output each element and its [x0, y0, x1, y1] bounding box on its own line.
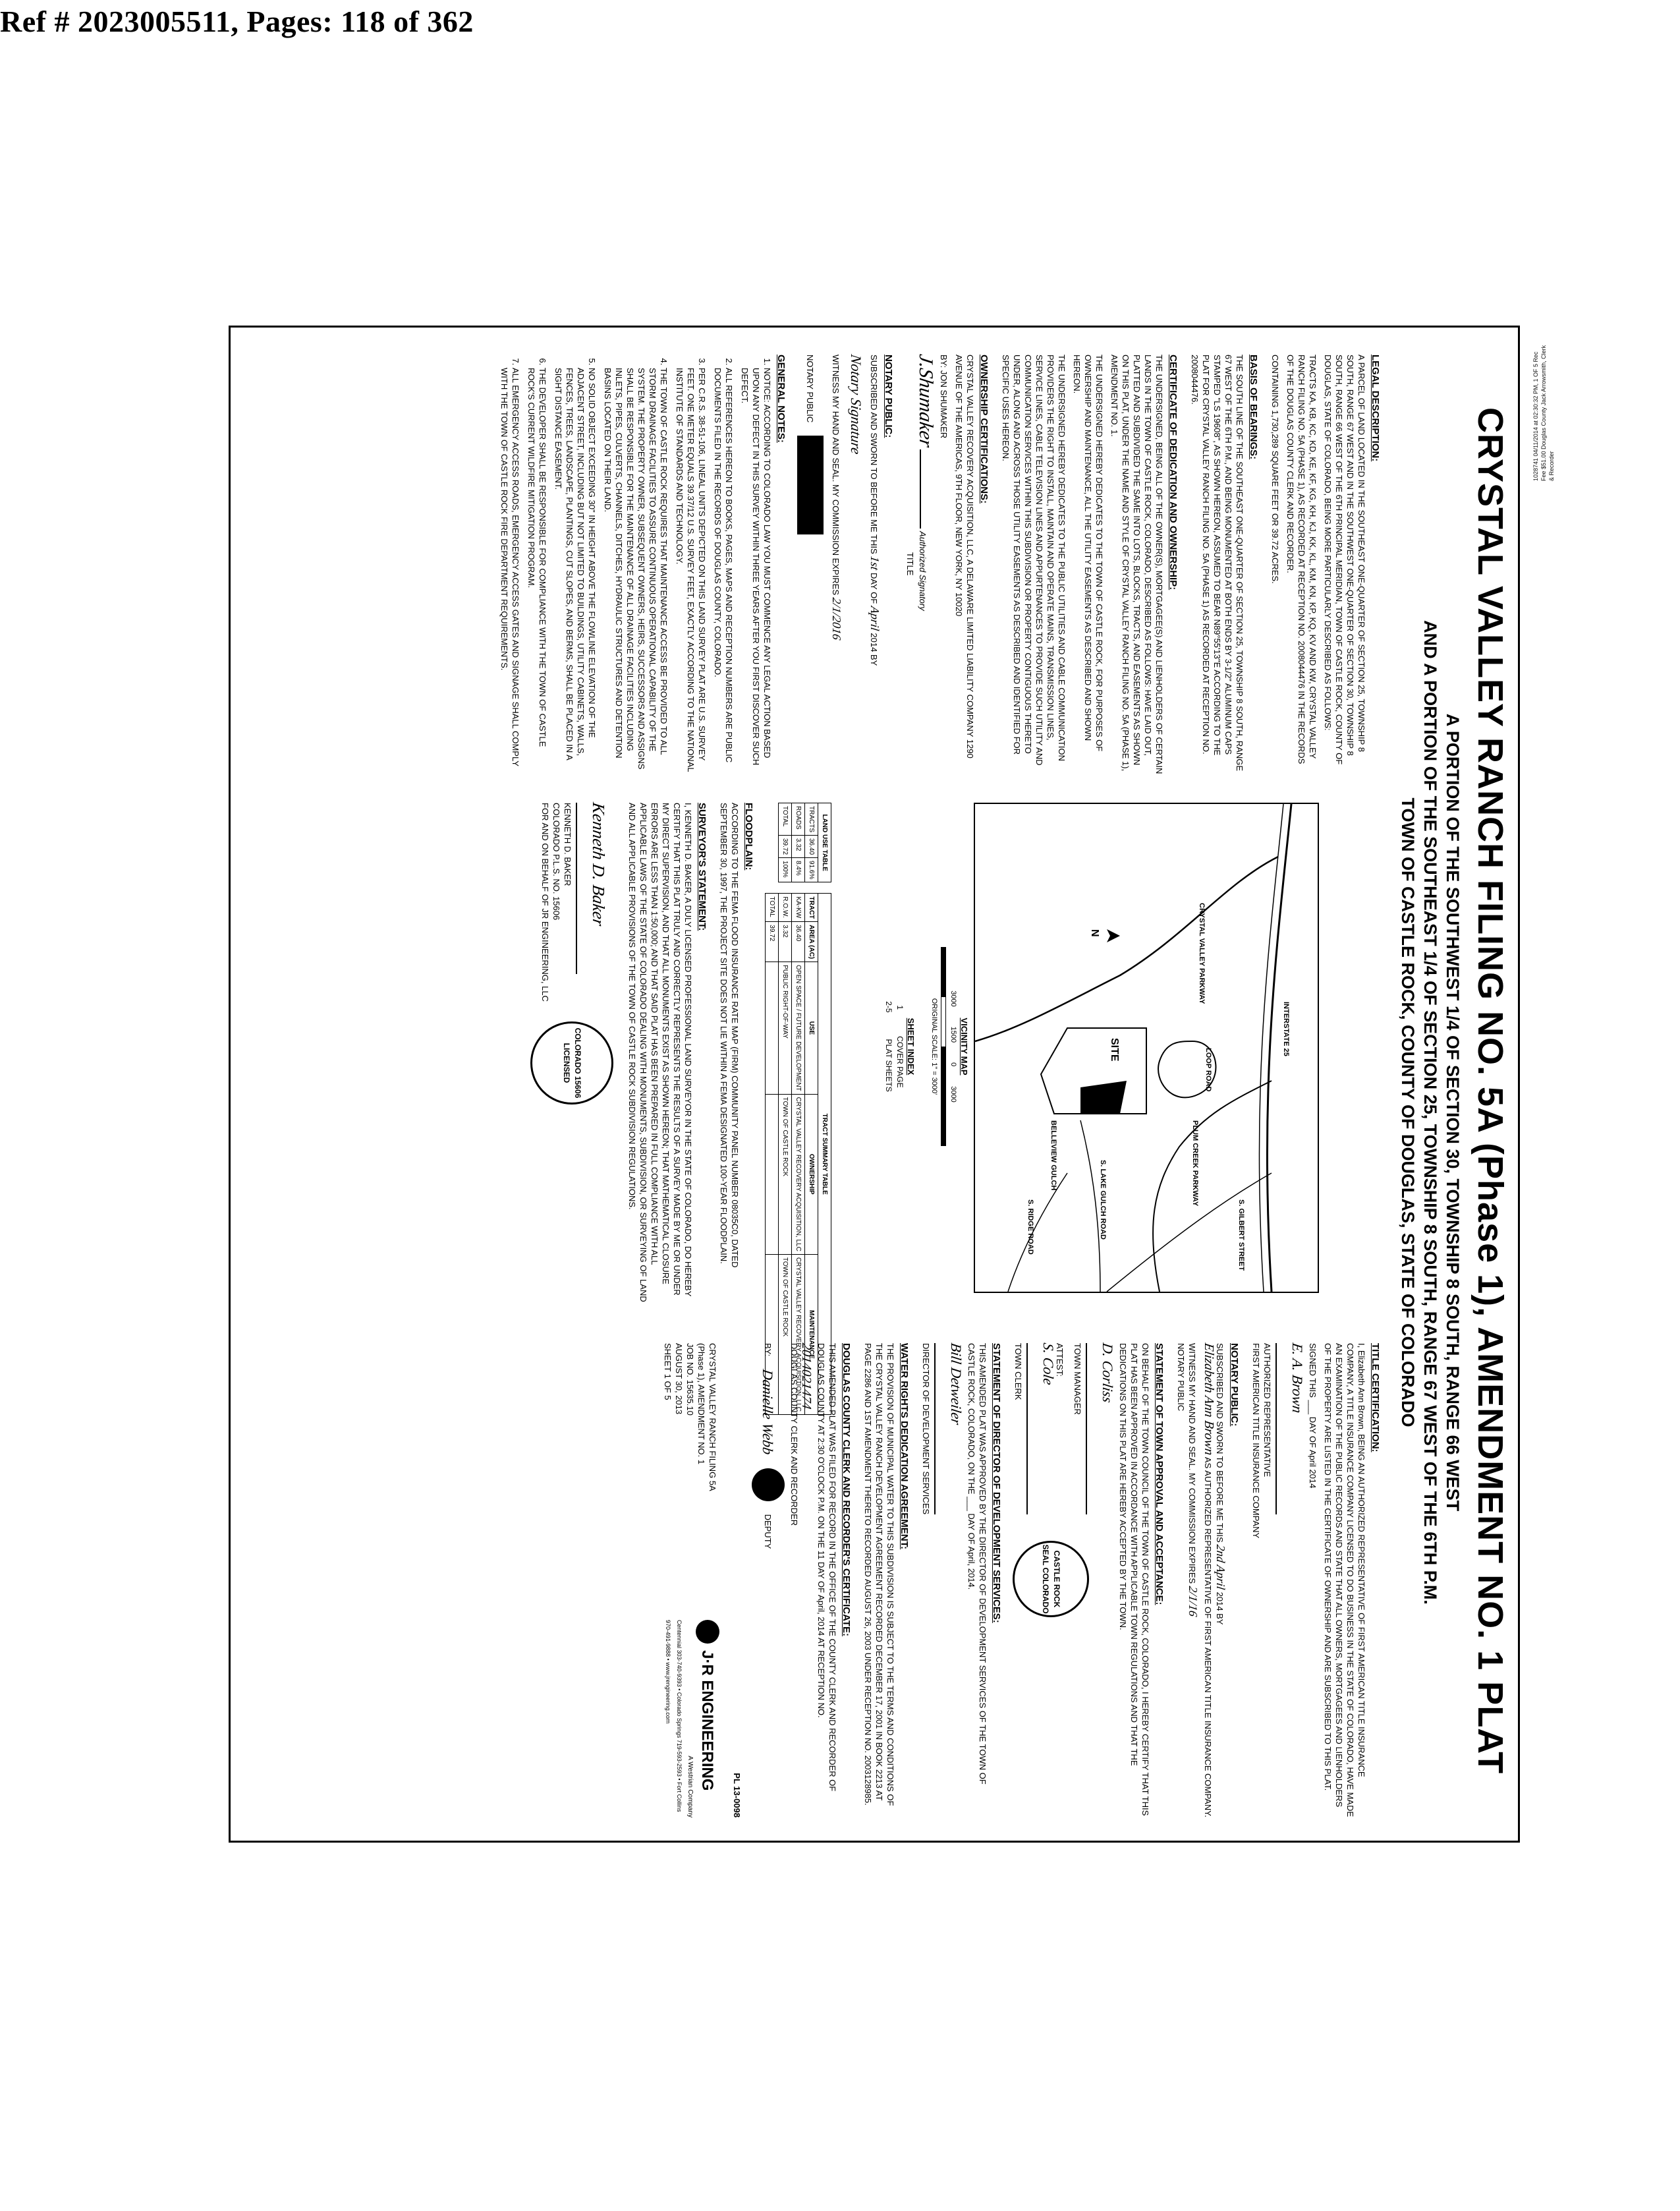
- table-cell: 3.32: [779, 922, 792, 962]
- floodplain-text: ACCORDING TO THE FEMA FLOOD INSURANCE RATE MAP (FIRM) COMMUNITY PANEL NUMBER 08035C0, DATED SEPTEMBER 30, 1997, THE PROJECT SITE DOES NOT LIE WITHIN A FEMA DESIGNATED 100-YEAR FLOODPLAIN.: [719, 803, 740, 1268]
- left-notary-text: SUBSCRIBED AND SWORN TO BEFORE ME THIS: [869, 355, 879, 554]
- basis-of-bearings-heading: BASIS OF BEARINGS:: [1248, 355, 1259, 460]
- firm-contact: Centennial 303-740-9393 • Colorado Springs 719-593-2593 • Fort Collins 970-491-9888 • www.jrengineering.com: [665, 1620, 683, 1812]
- firm-subtitle: A Westrian Company: [686, 1756, 694, 1818]
- director-line: [934, 1343, 949, 1514]
- table-cell: 3.32: [792, 836, 805, 858]
- floodplain-heading: FLOODPLAIN:: [743, 803, 754, 871]
- job-number: JOB NO. 15635.10: [685, 1343, 695, 1416]
- table-cell: TOWN OF CASTLE ROCK: [779, 1094, 792, 1254]
- basis-of-bearings-text: THE SOUTH LINE OF THE SOUTHEAST ONE-QUARTER OF SECTION 25, TOWNSHIP 8 SOUTH, RANGE 67 WEST OF THE 6TH P.M., AND BEING MONUMENTED AT BOTH ENDS BY 3-1/2" ALUMINUM CAPS STAMPED "LS 19608", AS SHOWN HEREON, ASSUMED TO BEAR N89°55'13"E ACCORDING TO THE PLAT FOR CRYSTAL VALLEY RANCH FILING NO. 5A (PHASE 1) AS RECORDED AT RECEPTION NO. 2008044476.: [1190, 355, 1245, 772]
- land-use-table: [778, 803, 831, 882]
- right-notary-heading: NOTARY PUBLIC:: [1229, 1343, 1240, 1427]
- sheet-description: COVER PAGE: [895, 1036, 905, 1088]
- table-cell: R.O.W.: [779, 894, 792, 922]
- general-note: 6. THE DEVELOPER SHALL BE RESPONSIBLE FOR COMPLIANCE WITH THE TOWN OF CASTLE ROCK'S CURRENT WILDFIRE MITIGATION PROGRAM.: [526, 368, 548, 776]
- table-cell: OPEN SPACE / FUTURE DEVELOPMENT: [792, 962, 805, 1095]
- town-manager-line: [1086, 1343, 1100, 1514]
- left-notary-day: 1st: [868, 555, 882, 571]
- general-notes-heading: GENERAL NOTES:: [775, 355, 787, 443]
- left-notary-month: April: [868, 605, 882, 632]
- county-clerk-label: DOUGLAS COUNTY CLERK AND RECORDER: [789, 1343, 799, 1526]
- left-notary-expires: 2/1/2016: [830, 596, 843, 641]
- sheet-number: 1: [895, 1005, 905, 1010]
- town-seal: [1013, 1541, 1089, 1617]
- right-witness-text: WITNESS MY HAND AND SEAL. MY COMMISSION EXPIRES: [1187, 1343, 1197, 1584]
- site-label: SITE: [1109, 1038, 1120, 1062]
- left-notary-line: [868, 355, 880, 776]
- table-cell: PUBLIC RIGHT-OF-WAY: [779, 962, 792, 1095]
- job-info-line: (Phase 1), AMENDMENT NO. 1: [696, 1343, 706, 1464]
- left-notary-witness: [830, 355, 842, 776]
- right-notary-as: AS AUTHORIZED REPRESENTATIVE OF FIRST AMERICAN TITLE INSURANCE COMPANY.: [1203, 1456, 1213, 1818]
- general-note: 2. ALL REFERENCES HEREON TO BOOKS, PAGES, MAPS AND RECEPTION NUMBERS ARE PUBLIC DOCUMENTS FILED IN THE RECORDS OF DOUGLAS COUNTY, COLORADO.: [712, 368, 735, 776]
- title-cert-date: SIGNED THIS ___ DAY OF April 2014: [1308, 1343, 1318, 1489]
- dedication-text-1: THE UNDERSIGNED, BEING ALL OF THE OWNER(S), MORTGAGEE(S) AND LIENHOLDERS OF CERTAIN LANDS IN THE TOWN OF CASTLE ROCK, COLORADO, DESCRIBED AS FOLLOWS: HAVE LAID OUT, PLATTED AND SUBDIVIDED THE SAME INTO LOTS, BLOCKS, TRACTS, AND EASEMENTS AS SHOWN ON THIS PLAT, UNDER THE NAME AND STYLE OF CRYSTAL VALLEY RANCH FILING NO. 5A (PHASE 1), AMENDMENT NO. 1.: [1109, 355, 1164, 774]
- surveyor-signature-line: [576, 803, 590, 974]
- owner-signature: [915, 353, 937, 776]
- recording-stamp: 1028741 04/11/2014 at 02:30:32 PM, 1 OF 5 Rec Fee $51.00 Douglas County Jack Arrowsmith, Clerk & Recorder: [1532, 345, 1555, 481]
- title-rep-line: [1275, 1343, 1290, 1514]
- ownership-heading: OWNERSHIP CERTIFICATIONS:: [978, 355, 990, 504]
- title-rep-signature: E. A. Brown: [1289, 1342, 1306, 1415]
- town-approval-heading: STATEMENT OF TOWN APPROVAL AND ACCEPTANCE:: [1154, 1343, 1165, 1605]
- table-cell: [766, 1094, 779, 1254]
- left-notary-dayof: DAY OF: [869, 572, 879, 604]
- left-notary-heading: NOTARY PUBLIC:: [883, 355, 894, 438]
- left-notary-block: [797, 355, 824, 776]
- scale-tick: 3000: [949, 1086, 957, 1103]
- title-block: [662, 1343, 719, 1818]
- legal-description-heading: LEGAL DESCRIPTION:: [1370, 355, 1381, 462]
- subtitle-line-3: TOWN OF CASTLE ROCK, COUNTY OF DOUGLAS, STATE OF COLORADO: [1398, 797, 1418, 1427]
- table-cell: ROADS: [792, 803, 805, 836]
- owner-title-label: TITLE: [905, 552, 915, 576]
- table-cell: CRYSTAL VALLEY RECOVERY ACQUISITION, LLC: [792, 1094, 805, 1254]
- subtitle-line-1: A PORTION OF THE SOUTHWEST 1/4 OF SECTION 30, TOWNSHIP 8 SOUTH, RANGE 66 WEST: [1443, 713, 1463, 1512]
- surveyor-signature-mark: Kenneth D. Baker: [589, 801, 608, 928]
- left-notary-signature-mark: Notary Signature: [848, 353, 864, 456]
- plat-sheet-rotated: [232, 328, 1517, 1840]
- loop-road-label: LOOP ROAD: [1204, 1048, 1212, 1092]
- sheet-number: 2-5: [884, 1001, 893, 1013]
- legal-description-area: CONTAINING 1,730,289 SQUARE FEET OR 39.72 ACRES.: [1270, 355, 1280, 584]
- general-notes-list: [499, 355, 773, 776]
- left-column: [494, 355, 1391, 776]
- firm-name: J·R ENGINEERING: [698, 1650, 717, 1791]
- general-note: 4. THE TOWN OF CASTLE ROCK REQUIRES THAT MAINTENANCE ACCESS BE PROVIDED TO ALL STORM DRAINAGE FACILITIES TO ASSURE CONTINUOUS OPERATIONAL CAPABILITY OF THE SYSTEM. THE PROPERTY OWNER, SUBSEQUENT OWNERS, HEIRS, SUCCESSORS AND ASSIGNS SHALL BE RESPONSIBLE FOR THE MAINTENANCE OF ALL DRAINAGE FACILITIES INCLUDING INLETS, PIPES, CULVERTS, CHANNELS, DITCHES, HYDRAULIC STRUCTURES AND DETENTION BASINS LOCATED ON THEIR LAND.: [602, 368, 669, 776]
- firm-logo: [696, 1620, 719, 1818]
- left-notary-year: 2014 BY: [869, 633, 879, 666]
- table-cell: KA-KW: [792, 894, 805, 922]
- table-cell: 100%: [779, 858, 792, 882]
- owner-entity: CRYSTAL VALLEY RECOVERY ACQUISITION, LLC, A DELAWARE LIMITED LIABILITY COMPANY 1290 AVENUE OF THE AMERICAS, 9TH FLOOR, NEW YORK, NY 10020: [954, 355, 975, 759]
- county-deputy-label: DEPUTY: [763, 1514, 773, 1549]
- left-notary-signature: [849, 355, 862, 776]
- vicinity-title: VICINITY MAP: [959, 1018, 969, 1076]
- general-note: 5. NO SOLID OBJECT EXCEEDING 30" IN HEIGHT ABOVE THE FLOWLINE ELEVATION OF THE ADJACENT STREET, INCLUDING BUT NOT LIMITED TO BUILDINGS, UTILITY CABINETS, WALLS, FENCES, TREES, LANDSCAPE, PLANTINGS, CUT SLOPES, AND BERMS, SHALL BE PLACED IN A SIGHT DISTANCE EASEMENT.: [553, 368, 598, 776]
- table-cell: 8.4%: [792, 858, 805, 882]
- jr-logo-icon: [696, 1620, 719, 1644]
- town-manager-signature: D. Corliss: [1100, 1342, 1116, 1404]
- sheet-index-title: SHEET INDEX: [906, 1018, 916, 1076]
- dedication-heading: CERTIFICATE OF DEDICATION AND OWNERSHIP:: [1167, 355, 1179, 590]
- right-notary-text: SUBSCRIBED AND SWORN TO BEFORE ME THIS: [1215, 1343, 1225, 1543]
- pl-number: PL 13-0098: [732, 1773, 742, 1818]
- vicinity-map: [974, 803, 1319, 1293]
- county-clerk-signature: Danielle Webb: [760, 1368, 777, 1456]
- vicinity-caption: [883, 803, 970, 1290]
- gilbert-label: S. GILBERT STREET: [1237, 1199, 1245, 1271]
- director-text: THIS AMENDED PLAT WAS APPROVED BY THE DIRECTOR OF DEVELOPMENT SERVICES OF THE TOWN OF CASTLE ROCK, COLORADO, ON THE ___ DAY OF April, 2014.: [966, 1343, 988, 1785]
- director-signature: Bill Detweiler: [948, 1342, 965, 1426]
- tract-summary-table: [765, 893, 831, 1415]
- attest-label: ATTEST:: [1055, 1343, 1065, 1377]
- county-by-label: BY:: [763, 1343, 773, 1357]
- owner-signature-mark: J.Shumaker: [915, 353, 937, 449]
- tract-table-title: TRACT SUMMARY TABLE: [818, 894, 831, 1415]
- town-approval-text: ON BEHALF OF THE TOWN COUNCIL OF THE TOWN OF CASTLE ROCK, COLORADO, I HEREBY CERTIFY THAT THIS PLAT HAS BEEN APPROVED IN ACCORDANCE WITH APPLICABLE TOWN REGULATIONS AND THAT THE DEDICATIONS ON THIS PLAT ARE HEREBY ACCEPTED BY THE TOWN.: [1118, 1343, 1150, 1816]
- title-auth-rep: AUTHORIZED REPRESENTATIVE: [1262, 1343, 1272, 1478]
- surveyor-license: COLORADO P.L.S. NO. 15606: [551, 803, 561, 921]
- county-clerk-text: THIS AMENDED PLAT WAS FILED FOR RECORD IN THE OFFICE OF THE COUNTY CLERK AND RECORDER OF DOUGLAS COUNTY AT 2:30 O'CLOCK P.M. ON THE 11 DAY OF April, 2014 AT RECEPTION NO.: [816, 1343, 837, 1792]
- title-cert-text: I, Elizabeth Ann Brown, BEING AN AUTHORIZED REPRESENTATIVE OF FIRST AMERICAN TITLE INSURANCE COMPANY, A TITLE INSURANCE COMPANY LICENSED TO DO BUSINESS IN THE STATE OF COLORADO, HAVE MADE AN EXAMINATION OF THE PUBLIC RECORDS AND STATE THAT ALL OWNERS, MORTGAGEES AND LIENHOLDERS OF THE PROPERTY ARE LISTED IN THE CERTIFICATE OF OWNERSHIP AND ARE SUBSCRIBED TO THIS PLAT.: [1323, 1343, 1366, 1818]
- left-notary-stamp: [797, 436, 824, 534]
- right-column: [662, 1343, 1391, 1818]
- right-notary-name-line: [1202, 1343, 1214, 1818]
- table-cell: 91.6%: [805, 858, 818, 882]
- right-notary-year: 2014 BY: [1215, 1592, 1225, 1625]
- reference-header: Ref # 2023005511, Pages: 118 of 362: [0, 5, 474, 38]
- dedication-text-2: THE UNDERSIGNED HEREBY DEDICATES TO THE TOWN OF CASTLE ROCK, FOR PURPOSES OF OWNERSHIP AND MAINTENANCE, ALL THE UTILITY EASEMENTS AS DESCRIBED AND SHOWN HEREON.: [1072, 355, 1104, 752]
- table-cell: TRACTS: [805, 803, 818, 836]
- table-cell: TOTAL: [779, 803, 792, 836]
- water-rights-heading: WATER RIGHTS DEDICATION AGREEMENT:: [899, 1343, 910, 1550]
- right-notary-witness: [1187, 1343, 1198, 1818]
- table-header: MAINTENANCE: [805, 1254, 818, 1414]
- scale-text: ORIGINAL SCALE: 1" = 3000': [930, 998, 938, 1095]
- table-cell: 39.72: [766, 922, 779, 962]
- owner-signatory: BY: JON SHUMAKER: [939, 355, 949, 439]
- table-cell: TOTAL: [766, 894, 779, 922]
- town-clerk-signature: S. Cole: [1040, 1342, 1057, 1387]
- dedication-text-3: THE UNDERSIGNED HEREBY DEDICATES TO THE PUBLIC UTILITIES AND CABLE COMMUNICATION PROVIDERS THE RIGHT TO INSTALL, MAINTAIN AND OPERATE MAINS, TRANSMISSION LINES, SERVICE LINES, CABLE TELEVISION LINES AND APPURTENANCES TO PROVIDE SUCH UTILITY AND COMMUNICATION SERVICES WITHIN THIS SUBDIVISION OR PROPERTY CONTIGUOUS THERETO UNDER, ALONG AND ACROSS THOSE UTILITY EASEMENTS AS DESCRIBED AND IDENTIFIED FOR SPECIFIC USES HEREON.: [1001, 355, 1067, 766]
- right-notary-name: Elizabeth Ann Brown: [1202, 1342, 1216, 1456]
- table-header: OWNERSHIP: [805, 1094, 818, 1254]
- sheet-index-row: [894, 803, 905, 1290]
- table-cell: TOWN OF CASTLE ROCK: [779, 1254, 792, 1414]
- parkway-label: CRYSTAL VALLEY PARKWAY: [1198, 903, 1206, 1004]
- owner-title-value: Authorized Signatory: [918, 531, 928, 611]
- director-heading: STATEMENT OF DIRECTOR OF DEVELOPMENT SERVICES:: [991, 1343, 1002, 1623]
- legal-description-text: A PARCEL OF LAND LOCATED IN THE SOUTHEAST ONE-QUARTER OF SECTION 25, TOWNSHIP 8 SOUTH, RANGE 67 WEST AND IN THE SOUTHWEST ONE-QUARTER OF SECTION 30, TOWNSHIP 8 SOUTH, RANGE 66 WEST OF THE 6TH PRINCIPAL MERIDIAN, TOWN OF CASTLE ROCK, COUNTY OF DOUGLAS, STATE OF COLORADO, BEING MORE PARTICULARLY DESCRIBED AS FOLLOWS:: [1323, 355, 1366, 765]
- surveyor-seal-text: COLORADO 15606 LICENSED: [562, 1027, 582, 1099]
- surveyor-heading: SURVEYOR'S STATEMENT:: [696, 803, 708, 931]
- surveyor-for: FOR AND ON BEHALF OF JR ENGINEERING, LLC: [540, 803, 550, 1002]
- table-header: AREA (AC): [805, 922, 818, 962]
- table-cell: 36.40: [805, 836, 818, 858]
- interstate-label: INTERSTATE 25: [1282, 1002, 1290, 1056]
- right-notary-day: 2nd: [1214, 1543, 1227, 1564]
- reception-number: 2014021474: [799, 1342, 814, 1410]
- town-signature-block: [1013, 1342, 1116, 1818]
- title-company: FIRST AMERICAN TITLE INSURANCE COMPANY: [1251, 1343, 1261, 1539]
- right-notary-public-label: NOTARY PUBLIC: [1176, 1343, 1186, 1412]
- sheet-number-label: SHEET 1 OF 5: [663, 1343, 673, 1400]
- subtitle-line-2: AND A PORTION OF THE SOUTHEAST 1/4 OF SECTION 25, TOWNSHIP 8 SOUTH, RANGE 67 WEST OF THE 6TH P.M.: [1420, 620, 1440, 1605]
- lake-gulch-label: S. LAKE GULCH ROAD: [1099, 1160, 1107, 1240]
- surveyor-text: I, KENNETH D. BAKER, A DULY LICENSED PROFESSIONAL LAND SURVEYOR IN THE STATE OF COLORADO, DO HEREBY CERTIFY THAT THIS PLAT TRULY AND CORRECTLY REPRESENTS THE RESULTS OF A SURVEY MADE BY ME OR UNDER MY DIRECT SUPERVISION, AND THAT ALL MONUMENTS EXIST AS SHOWN HEREON; THAT MATHEMATICAL CLOSURE ERRORS ARE LESS THAN 1:50,000; AND THAT SAID PLAT HAS BEEN PREPARED IN FULL COMPLIANCE WITH ALL APPLICABLE LAWS OF THE STATE OF COLORADO DEALING WITH MONUMENTS, SUBDIVISION, OR SURVEYING OF LAND AND ALL APPLICABLE PROVISIONS OF THE TOWN OF CASTLE ROCK SUBDIVISION REGULATIONS.: [627, 803, 693, 1302]
- table-header: USE: [805, 962, 818, 1095]
- right-notary-expires: 2/1/16: [1187, 1585, 1200, 1618]
- sheet-description: PLAT SHEETS: [884, 1039, 893, 1092]
- county-signature-block: [752, 1343, 785, 1818]
- table-cell: 39.72: [779, 836, 792, 858]
- title-cert-heading: TITLE CERTIFICATION:: [1370, 1343, 1381, 1452]
- table-cell: [766, 962, 779, 1095]
- scale-tick: 0: [949, 1062, 957, 1067]
- scale-bar: [947, 803, 959, 1290]
- right-notary-month: April: [1214, 1564, 1227, 1591]
- general-note: 7. ALL EMERGENCY ACCESS ROADS, EMERGENCY ACCESS GATES AND SIGNAGE SHALL COMPLY WITH THE TOWN OF CASTLE ROCK FIRE DEPARTMENT REQUIREMENTS.: [499, 368, 521, 776]
- general-note: 1. NOTICE: ACCORDING TO COLORADO LAW YOU MUST COMMENCE ANY LEGAL ACTION BASED UPON ANY DEFECT IN THIS SURVEY WITHIN THREE YEARS AFTER YOU FIRST DISCOVER SUCH DEFECT.: [739, 368, 773, 776]
- water-rights-text: THE PROVISION OF MUNICIPAL WATER TO THIS SUBDIVISION IS SUBJECT TO THE TERMS AND CONDITIONS OF THE CRYSTAL VALLEY RANCH DEVELOPMENT AGREEMENT RECORDED DECEMBER 17, 2001 IN BOOK 2213 AT PAGE 2286 AND 1ST AMENDMENT THERETO RECORDED AUGUST 26, 2003 UNDER RECEPTION NO. 2003128985.: [863, 1343, 895, 1806]
- ridge-road-label: S. RIDGE ROAD: [1026, 1199, 1034, 1255]
- town-manager-label: TOWN MANAGER: [1073, 1343, 1082, 1415]
- general-note: 3. PER C.R.S. 38-51-106, LINEAL UNITS DEPICTED ON THIS LAND SURVEY PLAT ARE U.S. SURVEY FEET. ONE METER EQUALS 39.37/12 U.S. SURVEY FEET, EXACTLY ACCORDING TO THE NATIONAL INSTITUTE OF STANDARDS AND TECHNOLOGY.: [674, 368, 708, 776]
- town-clerk-line: [1026, 1343, 1041, 1514]
- county-clerk-heading: DOUGLAS COUNTY CLERK AND RECORDER'S CERTIFICATE:: [841, 1343, 852, 1636]
- plat-title: CRYSTAL VALLEY RANCH FILING NO. 5A (Phase 1), AMENDMENT NO. 1 PLAT: [1470, 407, 1510, 1775]
- surveyor-signature-block: [530, 803, 613, 1304]
- plum-creek-label: PLUM CREEK PARKWAY: [1191, 1120, 1199, 1207]
- surveyor-seal: [530, 1021, 613, 1105]
- table-header: TRACT: [805, 894, 818, 922]
- scale-bar-graphic: [941, 947, 946, 1146]
- job-date: AUGUST 30, 2013: [674, 1343, 684, 1415]
- surveyor-name: KENNETH D. BAKER: [563, 803, 573, 886]
- director-title: DIRECTOR OF DEVELOPMENT SERVICES: [921, 1343, 931, 1515]
- north-arrow-icon: N: [1089, 929, 1100, 937]
- job-info-line: CRYSTAL VALLEY RANCH FILING 5A: [708, 1343, 717, 1491]
- land-use-title: LAND USE TABLE: [818, 803, 831, 882]
- left-witness-text: WITNESS MY HAND AND SEAL. MY COMMISSION EXPIRES: [831, 355, 841, 596]
- scale-tick: 1500: [949, 1026, 957, 1043]
- table-cell: 36.40: [792, 922, 805, 962]
- owner-signature-line: [920, 449, 934, 529]
- plat-subtitle: [1397, 420, 1464, 1804]
- town-seal-text: CASTLE ROCK SEAL COLORADO: [1041, 1544, 1061, 1614]
- sheet-index-row: [883, 803, 894, 1290]
- belleview-label: BELLEVIEW GULCH: [1050, 1120, 1057, 1191]
- county-stamp: [752, 1468, 785, 1501]
- plat-sheet: [232, 328, 1517, 1840]
- legal-description-tracts: TRACTS KA, KB, KC, KD, KE, KF, KG, KH, KJ, KK, KL, KM, KN, KP, KQ, KV AND KW, CRYSTAL VALLEY RANCH FILING NO. 5A (PHASE 1), AS RECORDED AT RECEPTION NO. 2008044476 IN THE RECORDS OF THE DOUGLAS COUNTY CLERK AND RECORDER.: [1285, 355, 1318, 764]
- scale-tick: 3000: [949, 991, 957, 1007]
- table-cell: CRYSTAL VALLEY RECOVERY ACQUISITION, LLC: [792, 1254, 805, 1414]
- town-clerk-label: TOWN CLERK: [1013, 1343, 1023, 1400]
- left-notary-public-label: NOTARY PUBLIC: [805, 355, 816, 423]
